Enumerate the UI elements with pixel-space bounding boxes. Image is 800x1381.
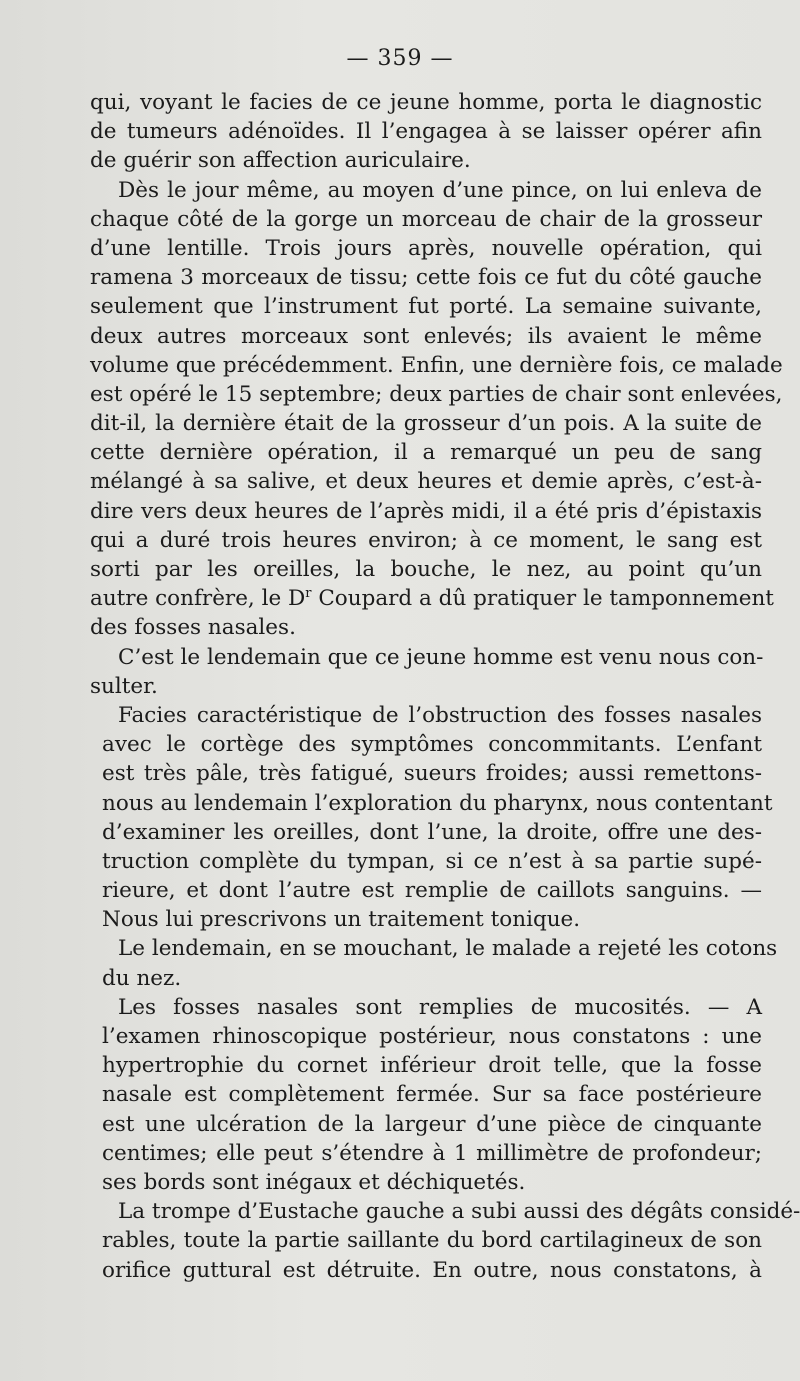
text-line: Le lendemain, en se mouchant, le malade a rejeté les cotons — [118, 936, 778, 962]
text-line: rieure, et dont l’autre est remplie de caillots sanguins. — — [102, 878, 762, 904]
text-line: chaque côté de la gorge un morceau de chair de la grosseur — [90, 206, 762, 232]
paragraph — [90, 701, 773, 935]
page-number: — 359 — — [346, 46, 454, 71]
text-line: Dès le jour même, au moyen d’une pince, on lui enleva de — [118, 177, 762, 203]
paragraph — [90, 993, 762, 1197]
text-line: qui, voyant le facies de ce jeune homme, porta le diagnostic — [90, 90, 762, 115]
paragraph — [90, 176, 783, 643]
paragraph — [90, 88, 762, 176]
text-line: Nous lui prescrivons un traitement tonique. — [102, 907, 581, 933]
text-line: truction complète du tympan, si ce n’est à sa partie supé- — [102, 848, 762, 874]
text-line: est opéré le 15 septembre; deux parties de chair sont enlevées, — [90, 381, 783, 407]
text-line: nasale est complètement fermée. Sur sa face postérieure — [102, 1082, 762, 1108]
text-line: hypertrophie du cornet inférieur droit telle, que la fosse — [102, 1053, 762, 1079]
text-line: La trompe d’Eustache gauche a subi aussi des dégâts considé- — [118, 1199, 800, 1225]
text-line: centimes; elle peut s’étendre à 1 millimètre de profondeur; — [102, 1140, 762, 1166]
text-fragment: autre confrère, le D — [90, 586, 306, 612]
text-line: des fosses nasales. — [90, 615, 296, 641]
body-text — [90, 88, 800, 1285]
text-line: dit-il, la dernière était de la grosseur d’un pois. A la suite de — [90, 411, 762, 437]
text-line: de tumeurs adénoïdes. Il l’engagea à se laisser opérer afin — [90, 119, 762, 145]
paragraph — [90, 1197, 800, 1285]
text-line: sulter. — [90, 673, 158, 699]
text-line: Facies caractéristique de l’obstruction des fosses nasales — [118, 702, 762, 728]
text-line: ses bords sont inégaux et déchiquetés. — [102, 1169, 526, 1195]
paragraph — [90, 643, 762, 701]
text-line: d’une lentille. Trois jours après, nouvelle opération, qui — [90, 235, 762, 261]
text-line: de guérir son affection auriculaire. — [90, 148, 471, 174]
text-line: du nez. — [102, 965, 182, 991]
text-line: l’examen rhinoscopique postérieur, nous constatons : une — [102, 1024, 762, 1049]
text-line: est une ulcération de la largeur d’une pièce de cinquante — [102, 1111, 762, 1137]
text-line: Les fosses nasales sont remplies de mucosités. — A — [118, 994, 762, 1020]
text-line: orifice guttural est détruite. En outre, nous constatons, à — [102, 1257, 762, 1283]
text-fragment: Coupard a dû pratiquer le tamponnement — [311, 586, 774, 612]
paragraph — [90, 934, 778, 992]
text-line: nous au lendemain l’exploration du pharynx, nous contentant — [102, 790, 773, 816]
text-line: sorti par les oreilles, la bouche, le nez, au point qu’un — [90, 557, 762, 582]
text-line: deux autres morceaux sont enlevés; ils avaient le même — [90, 323, 762, 349]
text-line: cette dernière opération, il a remarqué un peu de sang — [90, 440, 762, 466]
text-line: ramena 3 morceaux de tissu; cette fois ce fut du côté gauche — [90, 265, 762, 291]
text-line: mélangé à sa salive, et deux heures et demie après, c’est-à- — [90, 469, 762, 495]
text-line: C’est le lendemain que ce jeune homme est venu nous con- — [118, 644, 764, 670]
text-line: qui a duré trois heures environ; à ce moment, le sang est — [90, 527, 762, 553]
superscript: r — [305, 586, 312, 602]
text-line: dire vers deux heures de l’après midi, il a été pris d’épistaxis — [90, 498, 762, 524]
text-line: volume que précédemment. Enfin, une dernière fois, ce malade — [90, 352, 783, 378]
text-line: seulement que l’instrument fut porté. La semaine suivante, — [90, 294, 762, 320]
text-line: est très pâle, très fatigué, sueurs froides; aussi remettons- — [102, 761, 762, 787]
text-line: rables, toute la partie saillante du bord cartilagineux de son — [102, 1228, 762, 1254]
text-line — [90, 584, 774, 613]
text-line: avec le cortège des symptômes concommitants. L’enfant — [102, 732, 762, 758]
text-line: d’examiner les oreilles, dont l’une, la droite, offre une des- — [102, 819, 762, 845]
